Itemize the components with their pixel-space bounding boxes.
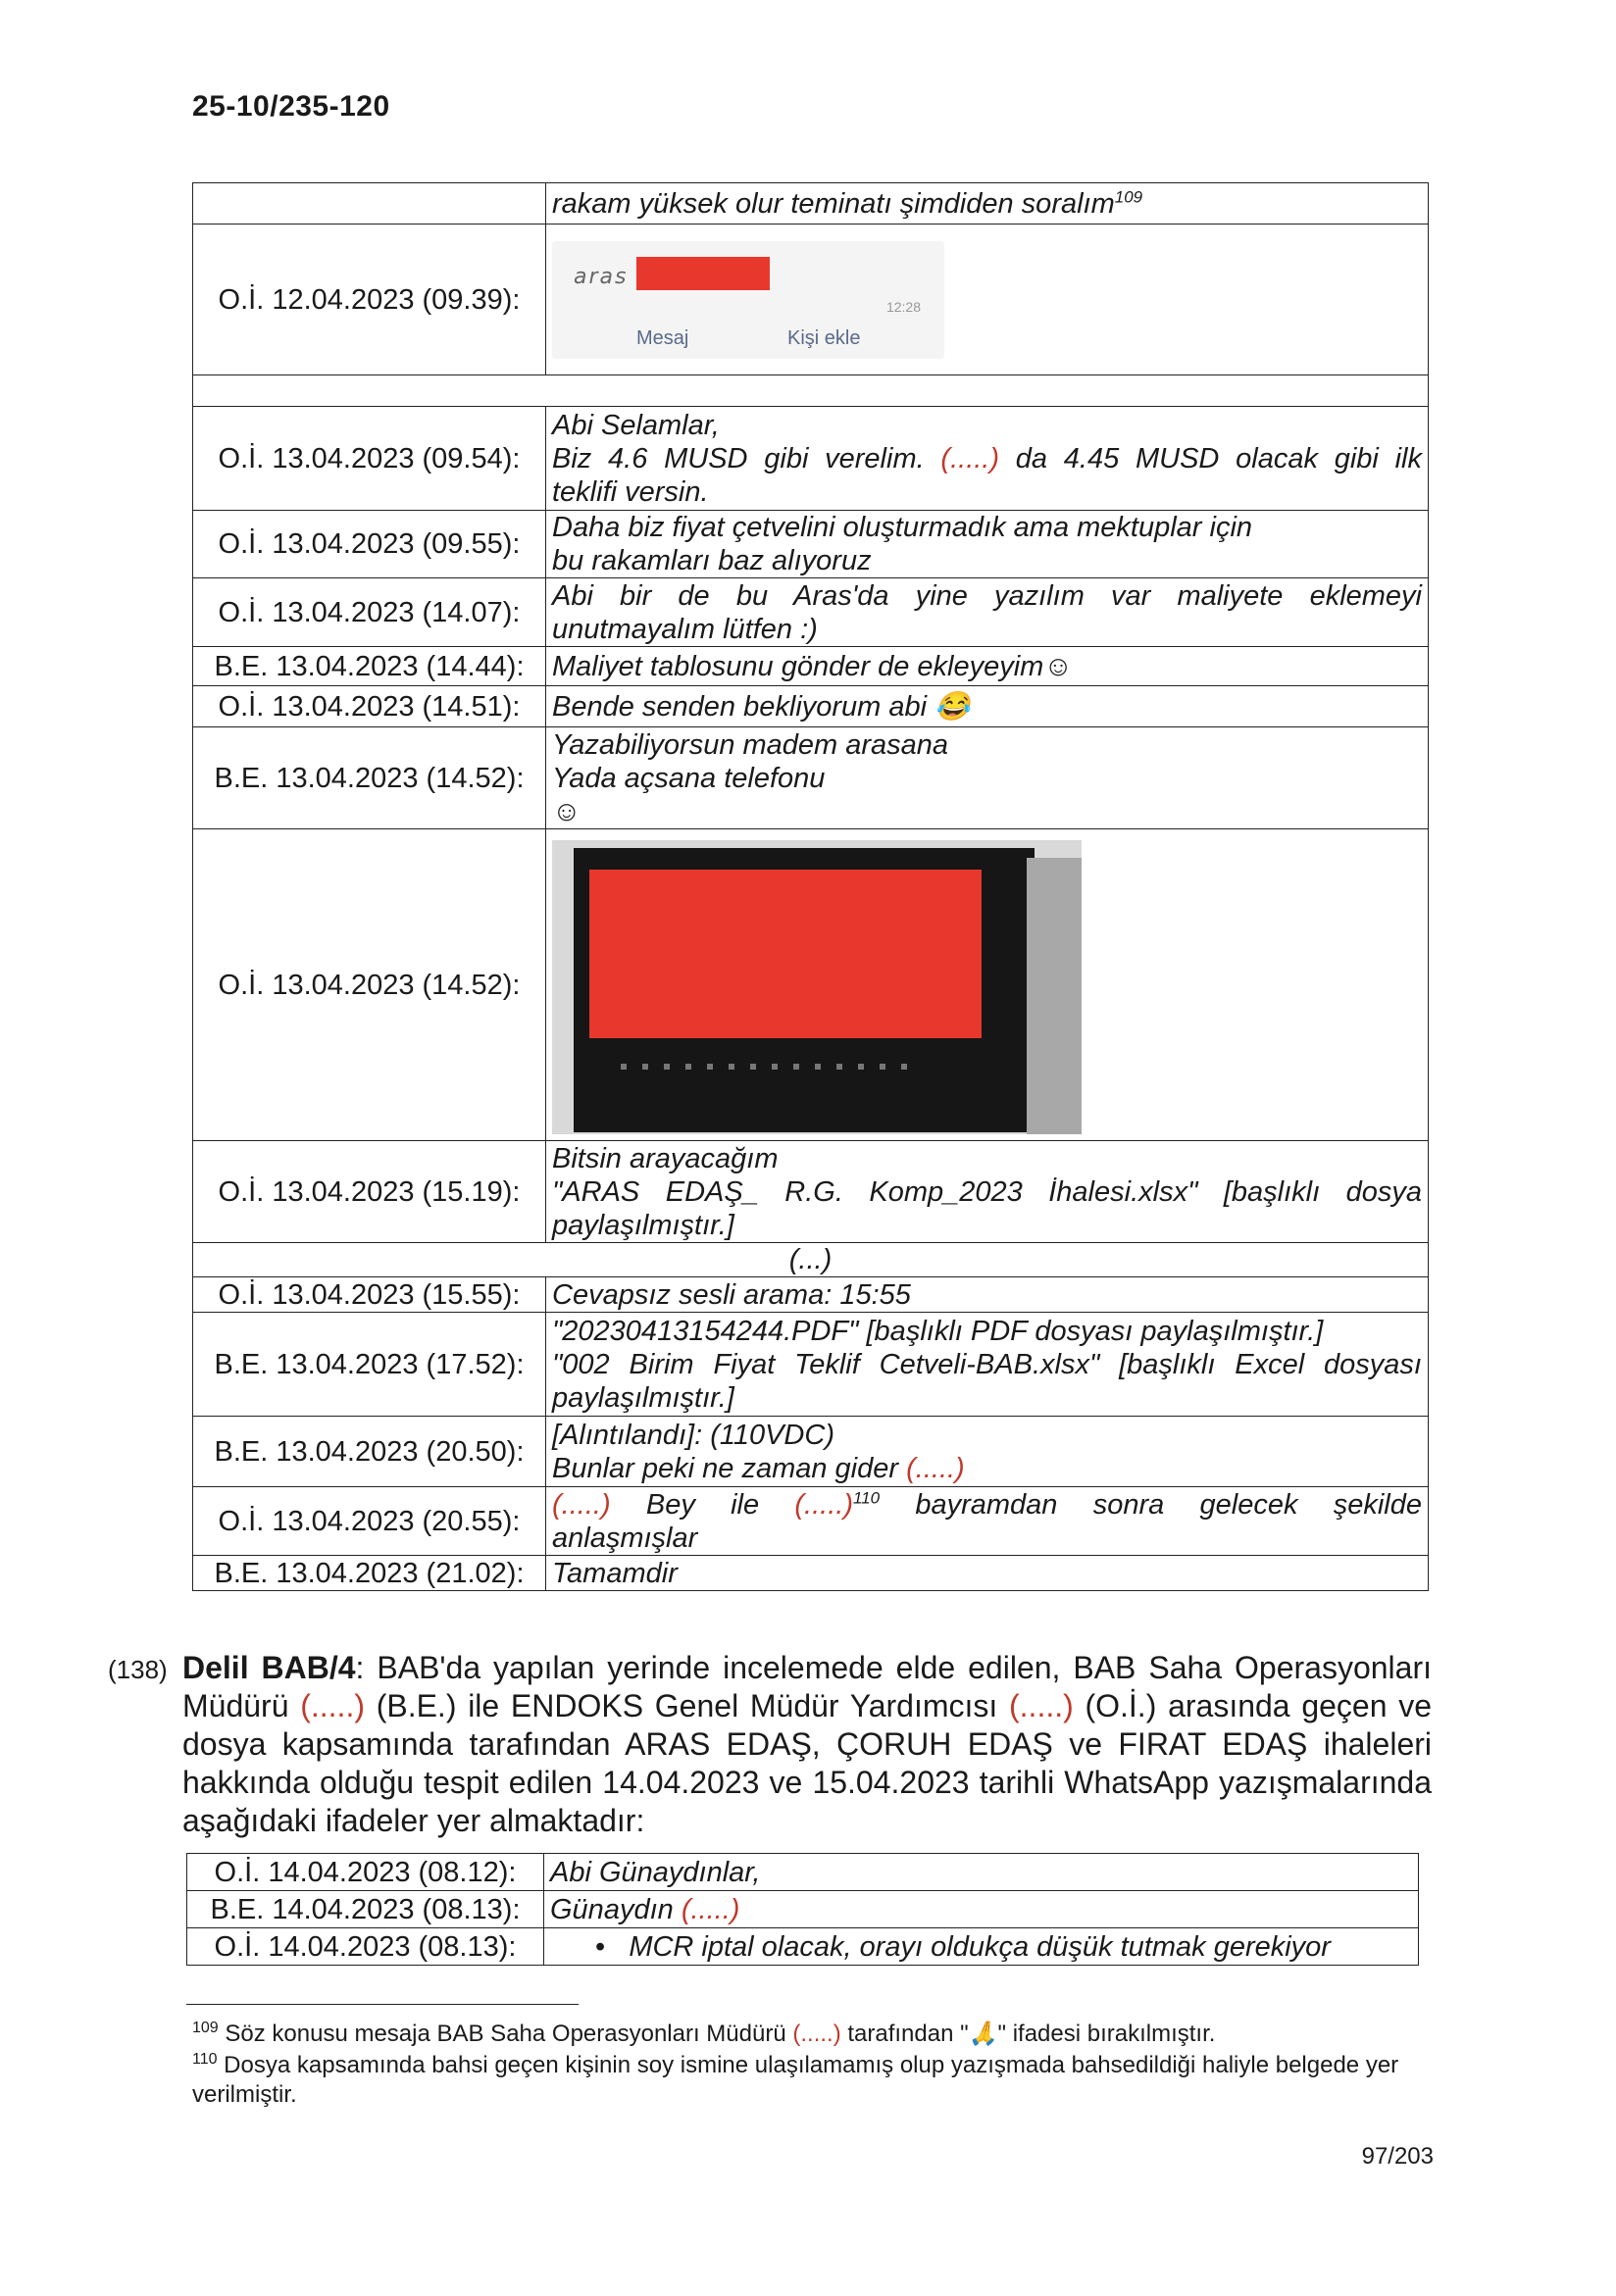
aras-logo: aras: [574, 264, 629, 289]
table-row: [193, 727, 1429, 829]
table-row: [193, 1277, 1429, 1313]
message-line: teklifi versin.: [552, 475, 709, 508]
footnote-109: $^{109}$ Söz konusu mesaja BAB Saha Operasyonları Müdürü (.....) tarafından "🙏" ifadesi bırakılmıştır.: [192, 2020, 1216, 2047]
table-row: [193, 1487, 1429, 1556]
redaction-block: [636, 257, 770, 290]
omission-marker: (...): [193, 1243, 1429, 1277]
table-row: [193, 1417, 1429, 1487]
card-action-message: Mesaj: [636, 326, 689, 349]
table-row: [193, 1243, 1429, 1277]
message-text: Cevapsız sesli arama: 15:55: [546, 1277, 1429, 1313]
table-row: [193, 578, 1429, 647]
message-line: Yazabiliyorsun madem arasana: [552, 728, 949, 761]
document-id: 25-10/235-120: [192, 90, 390, 123]
message-text: Abi Günaydınlar,: [544, 1854, 1419, 1891]
footnote-ref-109: 109: [1114, 186, 1143, 206]
table-row: [193, 686, 1429, 727]
message-table-1: [192, 182, 1429, 1591]
sender-timestamp: O.İ. 14.04.2023 (08.13):: [187, 1928, 544, 1966]
sender-timestamp: O.İ. 13.04.2023 (15.19):: [193, 1141, 546, 1243]
sender-timestamp: O.İ. 13.04.2023 (14.52):: [193, 829, 546, 1141]
table-row: [193, 1313, 1429, 1417]
sender-timestamp: O.İ. 13.04.2023 (14.51):: [193, 686, 546, 727]
table-row: [193, 1141, 1429, 1243]
message-line: unutmayalım lütfen :): [552, 613, 818, 645]
table-row: [193, 225, 1429, 375]
card-action-add-contact: Kişi ekle: [787, 326, 861, 349]
sender-timestamp: B.E. 13.04.2023 (21.02):: [193, 1556, 546, 1591]
sender-timestamp: O.İ. 13.04.2023 (15.55):: [193, 1277, 546, 1313]
message-line: Abi bir de bu Aras'da yine yazılım var maliyete eklemeyi: [552, 579, 1422, 612]
monitor-photo: [552, 840, 1082, 1134]
table-row: O.İ. 14.04.2023 (08.13): • MCR iptal olacak, orayı oldukça düşük tutmak gerekiyor: [187, 1928, 1419, 1966]
message-line: Bitsin arayacağım: [552, 1142, 779, 1174]
sender-timestamp: O.İ. 13.04.2023 (09.55):: [193, 511, 546, 578]
message-text: Tamamdir: [546, 1556, 1429, 1591]
message-text: rakam yüksek olur teminatı şimdiden soralım: [552, 187, 1115, 220]
message-line: [Alıntılandı]: (110VDC): [552, 1419, 834, 1451]
sender-timestamp: O.İ. 13.04.2023 (09.54):: [193, 407, 546, 511]
paragraph-138: [108, 1649, 1432, 1840]
pray-icon: 🙏: [968, 2021, 998, 2047]
message-line: bu rakamları baz alıyoruz: [552, 545, 872, 576]
evidence-label: Delil BAB/4: [182, 1650, 356, 1685]
message-line: Abi Selamlar,: [552, 409, 720, 441]
sender-timestamp: O.İ. 13.04.2023 (14.07):: [193, 578, 546, 647]
table-row: [193, 647, 1429, 686]
message-text: Bende senden bekliyorum abi 😂: [546, 686, 1429, 727]
footnote-110: $^{110}$ Dosya kapsamında bahsi geçen kişinin soy ismine ulaşılamamış olup yazışmada bahsedildiği haliyle belgede yer verilmiştir.: [192, 2051, 1399, 2108]
sender-timestamp: O.İ. 14.04.2023 (08.12):: [187, 1854, 544, 1891]
table-row: [193, 183, 1429, 225]
message-line: Yada açsana telefonu: [552, 762, 826, 794]
message-text: Maliyet tablosunu gönder de ekleyeyim☺: [546, 647, 1429, 686]
message-line: paylaşılmıştır.]: [552, 1209, 734, 1241]
card-time: 12:28: [885, 298, 921, 315]
paragraph-body: Delil BAB/4: BAB'da yapılan yerinde incelemede elde edilen, BAB Saha Operasyonları Müdürü (.....) (B.E.) ile ENDOKS Genel Müdür Yardımcısı (.....) (O.İ.) arasında geçen ve dosya kapsamında tarafından ARAS EDAŞ, ÇORUH EDAŞ ve FIRAT EDAŞ ihaleleri hakkında olduğu tespit edilen 14.04.2023 ve 15.04.2023 tarihli WhatsApp yazışmalarında aşağıdaki ifadeler yer almaktadır:: [182, 1650, 1433, 1838]
sender-timestamp: O.İ. 13.04.2023 (20.55):: [193, 1487, 546, 1556]
table-row: [193, 829, 1429, 1141]
message-table-2: [186, 1853, 1419, 1966]
message-line: paylaşılmıştır.]: [552, 1381, 734, 1414]
sender-timestamp: B.E. 13.04.2023 (17.52):: [193, 1313, 546, 1417]
sender-timestamp: B.E. 13.04.2023 (14.44):: [193, 647, 546, 686]
table-row: [193, 407, 1429, 511]
table-row: [193, 1556, 1429, 1591]
sender-timestamp: B.E. 13.04.2023 (14.52):: [193, 727, 546, 829]
monitor-buttons: [621, 1064, 915, 1070]
page-number: 97/203: [1361, 2143, 1434, 2170]
message-line: "002 Birim Fiyat Teklif Cetveli-BAB.xlsx" [başlıklı Excel dosyası: [552, 1348, 1422, 1380]
table-row: B.E. 14.04.2023 (08.13): Günaydın (.....): [187, 1891, 1419, 1928]
footnote-ref-110: 110: [852, 1487, 881, 1507]
photo-edge: [1027, 858, 1082, 1134]
bullet-icon: •: [595, 1930, 630, 1963]
smiley-icon: ☺: [552, 795, 581, 827]
contact-card-image: [552, 241, 944, 359]
message-line: Bunlar peki ne zaman gider (.....): [552, 1452, 965, 1484]
message-line: (.....) Bey ile (.....)$^{110}$ bayramdan sonra gelecek şekilde: [552, 1487, 1422, 1521]
table-row: [193, 375, 1429, 407]
message-line: "20230413154244.PDF" [başlıklı PDF dosyası paylaşılmıştır.]: [552, 1315, 1324, 1347]
sender-timestamp: O.İ. 12.04.2023 (09.39):: [193, 225, 546, 375]
message-line: anlaşmışlar: [552, 1522, 698, 1554]
table-row: [187, 1854, 1419, 1891]
message-line: Daha biz fiyat çetvelini oluşturmadık ama mektuplar için: [552, 512, 1253, 543]
paragraph-number: (138): [108, 1655, 168, 1684]
message-line: Biz 4.6 MUSD gibi verelim. (.....) da 4.45 MUSD olacak gibi ilk: [552, 442, 1422, 474]
table-row: [193, 511, 1429, 578]
message-line: "ARAS EDAŞ_ R.G. Komp_2023 İhalesi.xlsx" [başlıklı dosya: [552, 1175, 1422, 1208]
sender-timestamp: B.E. 14.04.2023 (08.13):: [187, 1891, 544, 1928]
footnote-divider: [186, 2004, 579, 2005]
sender-timestamp: B.E. 13.04.2023 (20.50):: [193, 1417, 546, 1487]
redaction-block: [589, 870, 982, 1038]
